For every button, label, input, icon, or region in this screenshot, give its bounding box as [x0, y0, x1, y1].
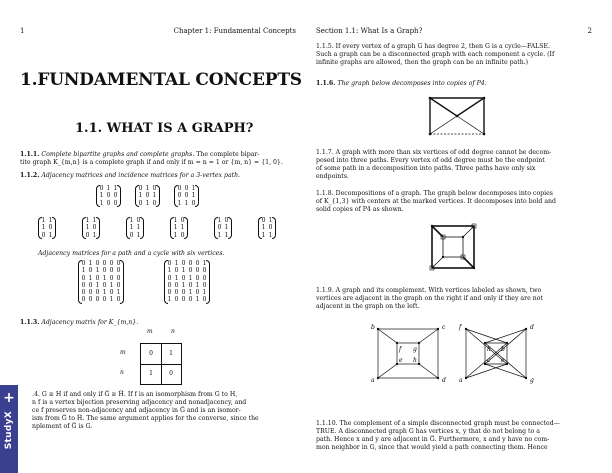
vertex-label: c [442, 324, 446, 331]
col-label-n: n [171, 328, 175, 335]
graph-left [368, 322, 448, 384]
exercise-text: 1.1.8. Decompositions of a graph. The graph below decomposes into copies [316, 190, 553, 197]
block-11: 0 [169, 370, 173, 377]
matrix-entry: 1 [167, 296, 172, 304]
chapter-title: 1.FUNDAMENTAL CONCEPTS [20, 70, 302, 90]
matrix-entry: 0 [217, 224, 222, 232]
matrix-entry: 0 [145, 192, 150, 200]
matrix-entry: 1 [113, 185, 118, 192]
exercise-1-1-3 [20, 319, 300, 327]
matrix-entry: 1 [48, 231, 53, 239]
matrix-entry: 1 [152, 192, 157, 200]
matrix-entry: 1 [95, 281, 100, 289]
matrix-entry: 1 [106, 185, 111, 192]
exercise-text: solid copies of P4 as shown. [316, 206, 404, 214]
matrix-entry: 0 [109, 267, 114, 275]
exercise-text: n f is a vertex bijection preserving adjacency and nonadjacency, and [32, 399, 247, 407]
matrix-entry: 0 [106, 199, 111, 207]
matrix-entry: 0 [136, 217, 141, 224]
block-00: 0 [149, 350, 153, 357]
matrix [84, 217, 98, 239]
studyx-label: StudyX [4, 411, 14, 450]
matrix-entry: 0 [81, 296, 86, 304]
matrix-entry: 1 [88, 260, 93, 267]
vertex-label: h [487, 346, 491, 353]
matrix-entry: 0 [81, 289, 86, 297]
vertex-label: a [459, 377, 463, 384]
matrix-entry: 1 [268, 217, 273, 224]
vertex-label: f [399, 346, 402, 353]
exercise-text: infinite graphs are allowed, then the graph can be an infinite path.) [316, 59, 529, 67]
matrix-entry: 0 [113, 192, 118, 200]
exercise-text: nplement of G̅ is G. [32, 423, 93, 431]
matrix-entry: 0 [191, 199, 196, 207]
k13-decomposition-graph [428, 222, 478, 272]
vertex-label: d [442, 377, 446, 384]
matrix-entry: 0 [116, 267, 121, 275]
matrix [128, 217, 142, 239]
matrix-entry: 1 [85, 217, 90, 224]
matrix-entry: 1 [184, 199, 189, 207]
matrix-entry: 0 [188, 296, 193, 304]
exercise-title: Adjacency matrices and incidence matrices for a 3-vertex path. [41, 172, 241, 179]
exercise-1-1-8 [316, 190, 606, 214]
exercise-text: .4. G ≅ H if and only if G̅ ≅ H̅. If f is an isomorphism from G to H, [32, 391, 238, 398]
matrix-entry: 0 [116, 260, 121, 267]
p4-decomposition-graph [424, 94, 490, 140]
matrix-entry: 0 [81, 274, 86, 282]
matrix-entry: 0 [88, 267, 93, 275]
matrix-entry: 0 [195, 289, 200, 297]
matrix-entry: 1 [191, 192, 196, 200]
matrix [40, 217, 54, 239]
matrix [260, 217, 274, 239]
exercise-text: of some path in a decomposition into paths. Three paths have only six [316, 165, 536, 173]
matrix-entry: 0 [181, 260, 186, 267]
matrix-entry: 1 [116, 289, 121, 297]
matrix-entry: 0 [106, 192, 111, 200]
section-title: 1.1. WHAT IS A GRAPH? [75, 121, 254, 136]
exercise-text: tite graph K_{m,n} is a complete graph if and only if m = n = 1 or {m, n} = {1, 0}. [20, 159, 283, 167]
matrix-entry: 1 [177, 199, 182, 207]
exercise-text: ce f preserves non-adjacency and adjacency in G̅ and is an isomor- [32, 407, 241, 415]
exercise-1-1-2 [20, 172, 300, 180]
matrix-entry: 0 [99, 185, 104, 192]
matrix-entry: 1 [261, 231, 266, 239]
vertex-label: e [399, 357, 403, 364]
matrix-entry: 0 [116, 281, 121, 289]
vertex-label: d [530, 324, 534, 331]
exercise-text: ism from G̅ to H̅. The same argument applies for the converse, since the [32, 415, 259, 423]
matrix-entry: 0 [202, 267, 207, 275]
vertex-label: g [413, 346, 417, 353]
matrix-entry: 0 [116, 274, 121, 282]
matrix-entry: 0 [174, 289, 179, 297]
matrix-entry: 0 [177, 192, 182, 200]
matrix-entry: 0 [109, 289, 114, 297]
matrix-entry: 1 [136, 231, 141, 239]
matrix [80, 260, 122, 304]
matrix-entry: 1 [180, 224, 185, 232]
exercise-1-1-1 [20, 151, 300, 167]
vertex-label: a [371, 377, 375, 384]
matrix-entry: 0 [81, 281, 86, 289]
matrix-entry: 0 [195, 274, 200, 282]
matrix-entry: 0 [48, 224, 53, 232]
matrix-entry: 1 [102, 289, 107, 297]
matrix-entry: 0 [202, 274, 207, 282]
exercise-text: posed into three paths. Every vertex of odd degree must be the endpoint [316, 157, 545, 165]
exercise-text: 1.1.9. A graph and its complement. With vertices labeled as shown, two [316, 287, 542, 294]
matrix-entry: 0 [95, 296, 100, 304]
matrix-entry: 0 [167, 289, 172, 297]
matrix-entry: 0 [95, 289, 100, 297]
matrix-entry: 0 [268, 224, 273, 232]
matrix-entry: 1 [92, 231, 97, 239]
matrix-entry: 0 [88, 289, 93, 297]
exercise-1-1-6 [316, 80, 606, 88]
matrix-entry: 1 [224, 224, 229, 232]
matrix-entry: 0 [188, 281, 193, 289]
exercise-text: 1.1.5. If every vertex of a graph G has degree 2, then G is a cycle—FALSE. [316, 43, 551, 50]
matrix-entry: 0 [109, 260, 114, 267]
exercise-text: TRUE. A disconnected graph G has vertices x, y that do not belong to a [316, 428, 540, 436]
page-number: 1 [20, 27, 25, 35]
matrix-entry: 1 [224, 231, 229, 239]
matrix-entry: 0 [180, 231, 185, 239]
matrix-entry: 1 [81, 267, 86, 275]
row-label-m: m [120, 349, 126, 356]
matrix-entry: 1 [261, 224, 266, 232]
page-number: 2 [587, 27, 592, 35]
exercise-text: Such a graph can be a disconnected graph with each component a cycle. (If [316, 51, 555, 59]
exercise-number: 1.1.2. [20, 172, 40, 179]
matrix-entry: 1 [41, 224, 46, 232]
matrix-entry: 0 [95, 260, 100, 267]
exercise-text: of K_{1,3} with centers at the marked vertices. It decomposes into bold and [316, 198, 556, 206]
col-label-m: m [147, 328, 153, 335]
matrix-entry: 1 [145, 185, 150, 192]
exercise-text: vertices are adjacent in the graph on the right if and only if they are not [316, 295, 543, 303]
matrix-entry: 0 [174, 267, 179, 275]
exercise-title: Complete bipartite graphs and complete graphs. [41, 151, 195, 158]
matrix-entry: 0 [167, 260, 172, 267]
matrix-entry: 1 [138, 192, 143, 200]
plus-icon: + [3, 390, 15, 406]
matrix-entry: 0 [167, 281, 172, 289]
matrix-entry: 0 [102, 281, 107, 289]
vertex-label: f [459, 324, 462, 331]
exercise-text: adjacent in the graph on the left. [316, 303, 420, 311]
exercise-number: 1.1.3. [20, 319, 40, 326]
matrix-entry: 0 [174, 281, 179, 289]
block-01: 1 [169, 350, 173, 357]
vertex-label: b [501, 346, 505, 353]
matrix-entry: 1 [99, 192, 104, 200]
matrix-entry: 0 [81, 260, 86, 267]
matrix-entry: 1 [174, 260, 179, 267]
matrix-entry: 0 [88, 281, 93, 289]
matrix-entry: 0 [85, 231, 90, 239]
matrix-entry: 0 [41, 231, 46, 239]
exercise-1-1-5 [316, 43, 606, 67]
matrix-entry: 1 [85, 224, 90, 232]
right-page [306, 0, 612, 473]
running-head: Chapter 1: Fundamental Concepts [173, 27, 296, 35]
row-label-n: n [120, 369, 124, 376]
matrix-entry: 0 [188, 260, 193, 267]
matrix [98, 185, 119, 207]
matrix-entry: 1 [188, 274, 193, 282]
matrix-entry: 1 [48, 217, 53, 224]
matrix-entry: 1 [109, 281, 114, 289]
matrix-entry: 0 [181, 274, 186, 282]
matrix-entry: 0 [167, 274, 172, 282]
matrix-entry: 0 [129, 231, 134, 239]
matrix-entry: 1 [173, 224, 178, 232]
matrix-entry: 1 [268, 231, 273, 239]
exercise-title: The graph below decomposes into copies of P4. [337, 80, 487, 87]
matrix-entry: 0 [181, 289, 186, 297]
matrix [176, 185, 197, 207]
exercise-1-1-4 [32, 391, 302, 431]
exercise-text: 1.1.10. The complement of a simple disconnected graph must be connected— [316, 420, 560, 427]
matrix-entry: 1 [195, 281, 200, 289]
matrix-entry: 1 [173, 231, 178, 239]
matrix-entry: 1 [41, 217, 46, 224]
matrix [137, 185, 158, 207]
matrix-entry: 0 [138, 185, 143, 192]
exercise-number: 1.1.6. [316, 80, 336, 87]
matrix-entry: 0 [109, 274, 114, 282]
matrix-entry: 0 [174, 296, 179, 304]
matrix-entry: 0 [116, 296, 121, 304]
matrix-entry: 1 [109, 296, 114, 304]
matrix-entry: 0 [184, 192, 189, 200]
matrix-entry: 1 [173, 217, 178, 224]
matrix-entry: 0 [113, 199, 118, 207]
matrix-entry: 0 [188, 267, 193, 275]
exercise-title: Adjacency matrix for K_{m,n}. [41, 319, 139, 326]
matrix-entry: 0 [102, 260, 107, 267]
matrix-entry: 0 [181, 296, 186, 304]
matrix-entry: 1 [217, 217, 222, 224]
exercise-number: 1.1.1. [20, 151, 40, 158]
matrix-entry: 0 [88, 296, 93, 304]
matrix-entry: 0 [92, 224, 97, 232]
matrix [172, 217, 186, 239]
kmn-grid [140, 343, 182, 385]
matrix-entry: 1 [202, 289, 207, 297]
matrix [216, 217, 230, 239]
matrix-entry: 0 [195, 267, 200, 275]
matrix-entry: 0 [152, 199, 157, 207]
matrix-entry: 1 [129, 224, 134, 232]
matrix-entry: 1 [202, 260, 207, 267]
matrix-entry: 1 [99, 199, 104, 207]
matrix-entry: 1 [88, 274, 93, 282]
running-head: Section 1.1: What Is a Graph? [316, 27, 423, 35]
graph-right-complement [456, 322, 536, 384]
matrix-entry: 0 [177, 185, 182, 192]
exercise-text: endpoints. [316, 173, 349, 181]
vertex-label: h [413, 357, 417, 364]
matrix-entry: 1 [95, 267, 100, 275]
block-10: 1 [149, 370, 153, 377]
matrix-entry: 1 [181, 267, 186, 275]
exercise-text: 1.1.7. A graph with more than six vertices of odd degree cannot be decom- [316, 149, 552, 156]
matrix-entry: 0 [261, 217, 266, 224]
vertex-label: g [530, 377, 534, 384]
six-vertex-caption: Adjacency matrices for a path and a cycle with six vertices. [38, 250, 225, 257]
vertex-label: b [371, 324, 375, 331]
matrix-entry: 1 [102, 274, 107, 282]
matrix-entry: 0 [102, 296, 107, 304]
matrix-entry: 1 [174, 274, 179, 282]
exercise-1-1-10 [316, 420, 606, 452]
matrix-entry: 0 [202, 281, 207, 289]
matrix-entry: 1 [145, 199, 150, 207]
matrix-entry: 1 [195, 296, 200, 304]
vertex-label: e [501, 357, 505, 364]
exercise-text: path. Hence x and y are adjacent in G̅. Furthermore, x and y have no com- [316, 436, 550, 444]
matrix-entry: 0 [184, 185, 189, 192]
kmn-matrix [120, 328, 190, 390]
matrix-entry: 0 [152, 185, 157, 192]
matrix-entry: 1 [181, 281, 186, 289]
matrix-entry: 0 [202, 296, 207, 304]
studyx-badge[interactable] [0, 385, 18, 473]
matrix-entry: 1 [167, 267, 172, 275]
matrix-entry: 1 [191, 185, 196, 192]
matrix-entry: 1 [92, 217, 97, 224]
exercise-1-1-7 [316, 149, 606, 181]
exercise-text: mon neighbor in G, since that would yield a path connecting them. Hence [316, 444, 548, 452]
matrix-entry: 1 [188, 289, 193, 297]
vertex-label: c [487, 357, 491, 364]
matrix-entry: 0 [180, 217, 185, 224]
matrix-entry: 0 [138, 199, 143, 207]
exercise-1-1-9 [316, 287, 606, 311]
matrix-entry: 0 [224, 217, 229, 224]
matrix [166, 260, 208, 304]
matrix-entry: 0 [95, 274, 100, 282]
exercise-text: The complete bipar- [196, 151, 260, 158]
matrix-entry: 0 [195, 260, 200, 267]
matrix-entry: 0 [102, 267, 107, 275]
matrix-entry: 1 [217, 231, 222, 239]
matrix-entry: 1 [136, 224, 141, 232]
matrix-entry: 1 [129, 217, 134, 224]
